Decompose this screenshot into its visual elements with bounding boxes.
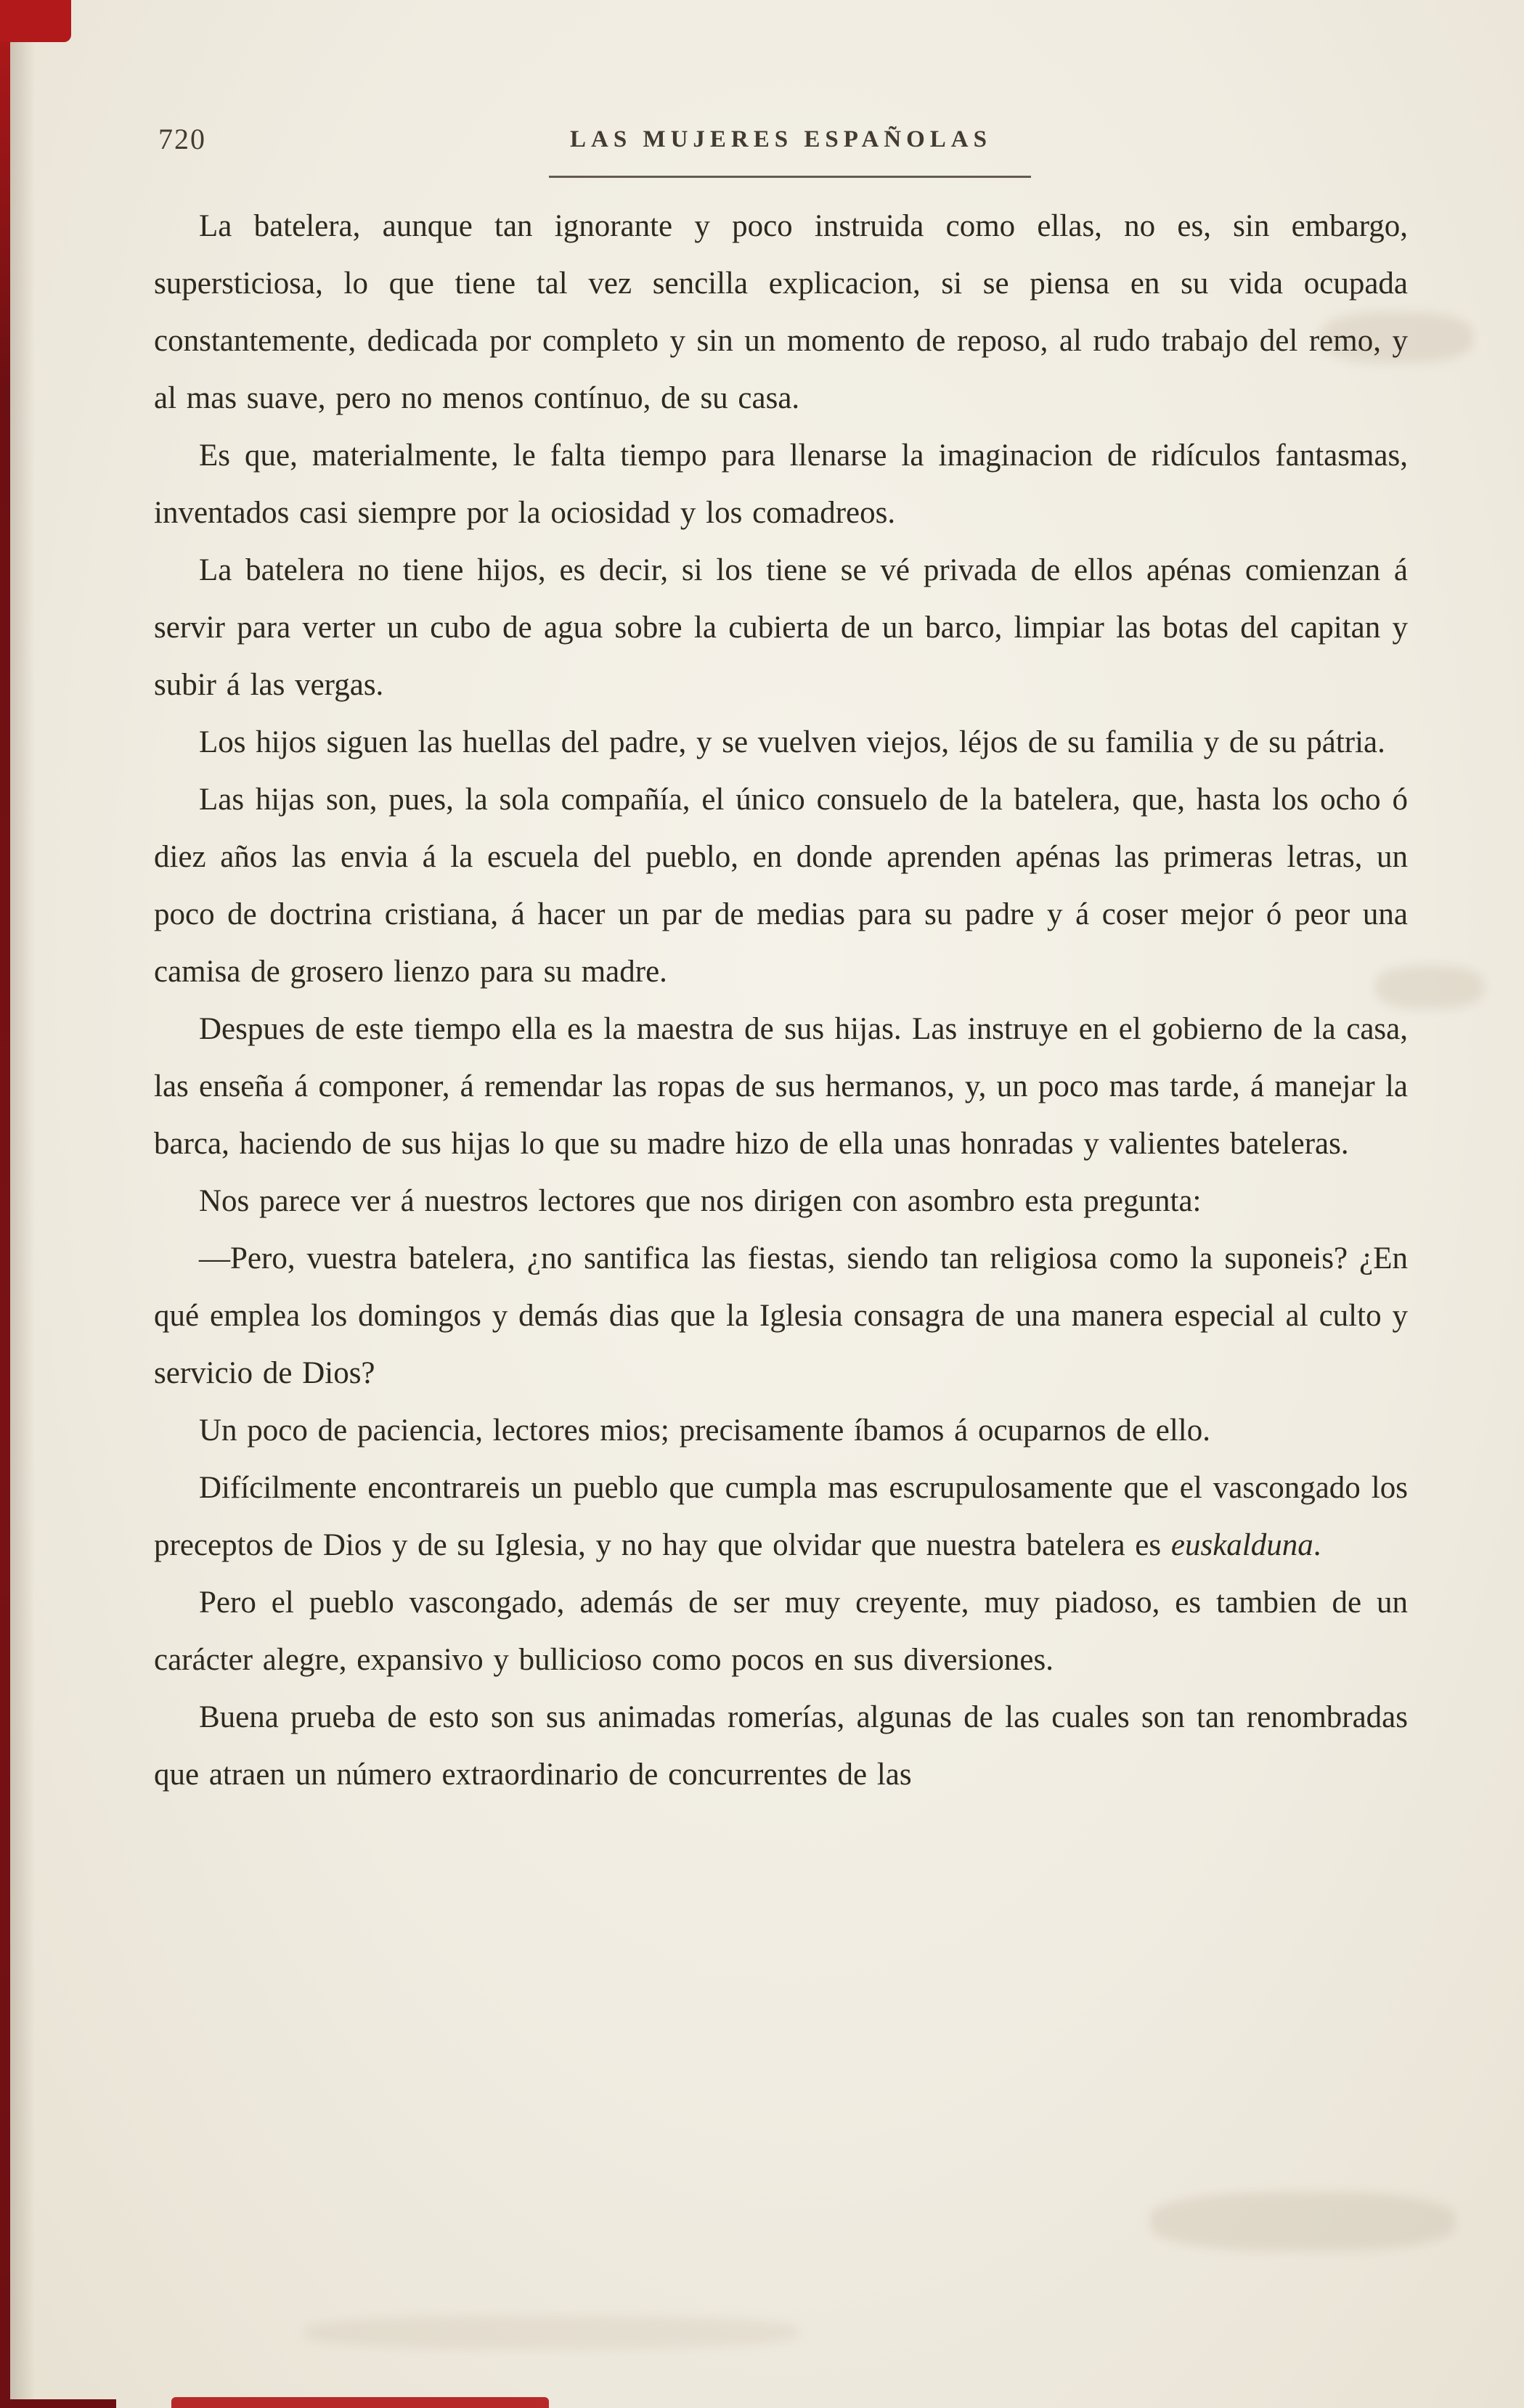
text-run: Pero el pueblo vascongado, además de ser muy creyente, muy piadoso, es tambien de un carácter alegre, expansivo y bullicioso como pocos en sus diversiones. [154,1585,1418,1677]
scan-gutter-strip [0,0,10,2408]
paragraph [154,1000,1418,1172]
scan-gutter-shadow [10,0,35,2408]
paragraph [154,542,1418,714]
paragraph [154,197,1418,427]
paragraph [154,1689,1418,1803]
page-header [154,121,1408,164]
text-run: La batelera no tiene hijos, es decir, si los tiene se vé privada de ellos apénas comienzan á servir para verter un cubo de agua sobre la cubierta de un barco, limpiar las botas del capitan y subir á las vergas. [154,553,1418,702]
page-number: 720 [158,123,206,155]
paragraph [154,427,1418,542]
text-run: . [1313,1528,1321,1562]
scan-corner-mark [0,0,71,42]
text-run: —Pero, vuestra batelera, ¿no santifica las fiestas, siendo tan religiosa como la suponeis? ¿En qué emplea los domingos y demás dias que la Iglesia consagra de una manera especial al culto y servicio de Dios? [154,1241,1418,1390]
bleed-through-mark [305,2316,799,2349]
text-run: Buena prueba de esto son sus animadas romerías, algunas de las cuales son tan renombradas que atraen un número extraordinario de concurrentes de las [154,1700,1418,1792]
paragraph [154,714,1408,771]
paragraph [154,1574,1418,1689]
paragraph [154,1402,1408,1459]
page-body [154,197,1418,1803]
paragraph [154,1459,1418,1574]
header-rule [549,176,1031,178]
paragraph [154,1172,1408,1230]
text-run: Difícilmente encontrareis un pueblo que cumpla mas escrupulosamente que el vascongado los preceptos de Dios y de su Iglesia, y no hay que olvidar que nuestra batelera es [154,1471,1418,1562]
text-run: Las hijas son, pues, la sola compañía, el único consuelo de la batelera, que, hasta los ocho ó diez años las envia á la escuela del pueblo, en donde aprenden apénas las primeras letras, un poco de doctrina cristiana, á hacer un par de medias para su padre y á coser mejor ó peor una camisa de grosero lienzo para su madre. [154,783,1418,989]
paragraph [154,771,1418,1000]
text-run: La batelera, aunque tan ignorante y poco instruida como ellas, no es, sin embargo, supersticiosa, lo que tiene tal vez sencilla explicacion, si se piensa en su vida ocupada constantemente, dedicada por completo y sin un momento de reposo, al rudo trabajo del remo, y al mas suave, pero no menos contínuo, de su casa. [154,209,1418,415]
bleed-through-mark [1150,2192,1455,2250]
text-run: Despues de este tiempo ella es la maestra de sus hijas. Las instruye en el gobierno de la casa, las enseña á componer, á remendar las ropas de sus hermanos, y, un poco mas tarde, á manejar la barca, haciendo de sus hijas lo que su madre hizo de ella unas honradas y valientes bateleras. [154,1012,1418,1161]
scan-bottom-mark [171,2397,549,2408]
scan-bottom-left-mark [0,2399,116,2408]
text-run: Nos parece ver á nuestros lectores que nos dirigen con asombro esta pregunta: [199,1184,1202,1218]
text-run: Es que, materialmente, le falta tiempo para llenarse la imaginacion de ridículos fantasmas, inventados casi siempre por la ociosidad y los comadreos. [154,438,1418,530]
text-run: Un poco de paciencia, lectores mios; precisamente íbamos á ocuparnos de ello. [199,1413,1210,1448]
italic-term: euskalduna [1170,1528,1313,1562]
running-title: LAS MUJERES ESPAÑOLAS [570,126,992,152]
text-run: Los hijos siguen las huellas del padre, y se vuelven viejos, léjos de su familia y de su pátria. [199,725,1385,759]
paragraph [154,1230,1418,1402]
